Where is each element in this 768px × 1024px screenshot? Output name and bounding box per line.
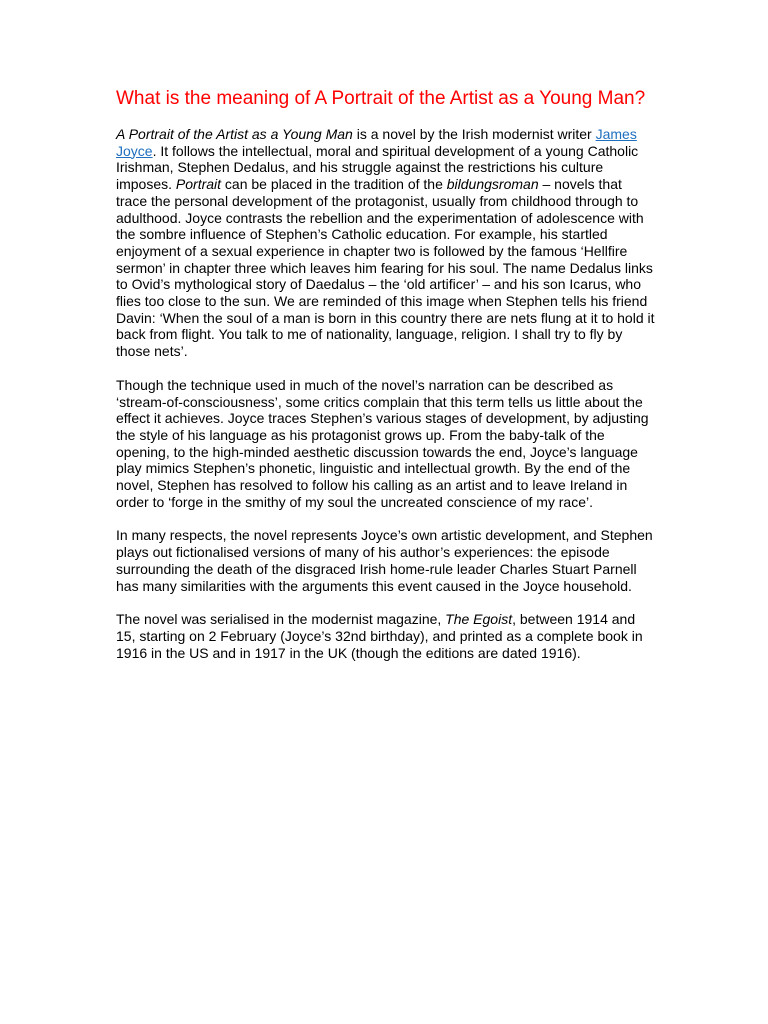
text-span: can be placed in the tradition of the (221, 176, 447, 193)
document-page (116, 88, 656, 678)
the-egoist-italic: The Egoist (445, 611, 513, 628)
paragraph-publication (116, 611, 656, 661)
portrait-italic: Portrait (175, 176, 222, 193)
paragraph-technique: Though the technique used in much of the novel’s narration can be described as ‘stream-of-consciousness’, some critics complain that this term tells us little about the effect it achieves. Joyce traces Stephen’s various stages of development, by adjusting the style of his language as his protagonist grows up. From the baby-talk of the opening, to the high-minded aesthetic discussion towards the end, Joyce’s language play mimics Stephen’s phonetic, linguistic and intellectual growth. By the end of the novel, Stephen has resolved to follow his calling as an artist and to leave Ireland in order to ‘forge in the smithy of my soul the uncreated conscience of my race’. (116, 376, 649, 510)
james-joyce-link[interactable]: James Joyce (116, 126, 637, 159)
book-title-italic: A Portrait of the Artist as a Young Man (116, 126, 353, 142)
page-title: What is the meaning of A Portrait of the Artist as a Young Man? (116, 88, 646, 109)
text-span: . It follows the intellectual, moral and spiritual development of a young Catholic Irishman, Stephen Dedalus, and his struggle against the restrictions his culture imposes. (116, 142, 639, 193)
text-span: , between 1914 and 15, starting on 2 February (Joyce’s 32nd birthday), and printed as a complete book in 1916 in the US and in 1917 in the UK (though the editions are dated 1916). (116, 611, 643, 661)
text-span: The novel was serialised in the modernist magazine, (116, 611, 446, 628)
paragraph-autobiography: In many respects, the novel represents Joyce’s own artistic development, and Stephen plays out fictionalised versions of many of his author’s experiences: the episode surrounding the death of the disgraced Irish home-rule leader Charles Stuart Parnell has many similarities with the arguments this event caused in the Joyce household. (116, 527, 653, 594)
text-span: is a novel by the Irish modernist writer (352, 126, 596, 142)
text-span: – novels that trace the personal development of the protagonist, usually from childhood through to adulthood. Joyce contrasts the rebellion and the experimentation of adolescence with the sombre influence of Stephen’s Catholic education. For example, his startled enjoyment of a sexual experience in chapter two is followed by the famous ‘Hellfire sermon’ in chapter three which leaves him fearing for his soul. The name Dedalus links to Ovid’s mythological story of Daedalus – the ‘old artificer’ – and his son Icarus, who flies too close to the sun. We are reminded of this image when Stephen tells his friend Davin: ‘When the soul of a man is born in this country there are nets flung at it to hold it back from flight. You talk to me of nationality, language, religion. I shall try to fly by those nets’. (116, 176, 655, 360)
bildungsroman-italic: bildungsroman (446, 176, 539, 193)
paragraph-intro (116, 126, 656, 360)
